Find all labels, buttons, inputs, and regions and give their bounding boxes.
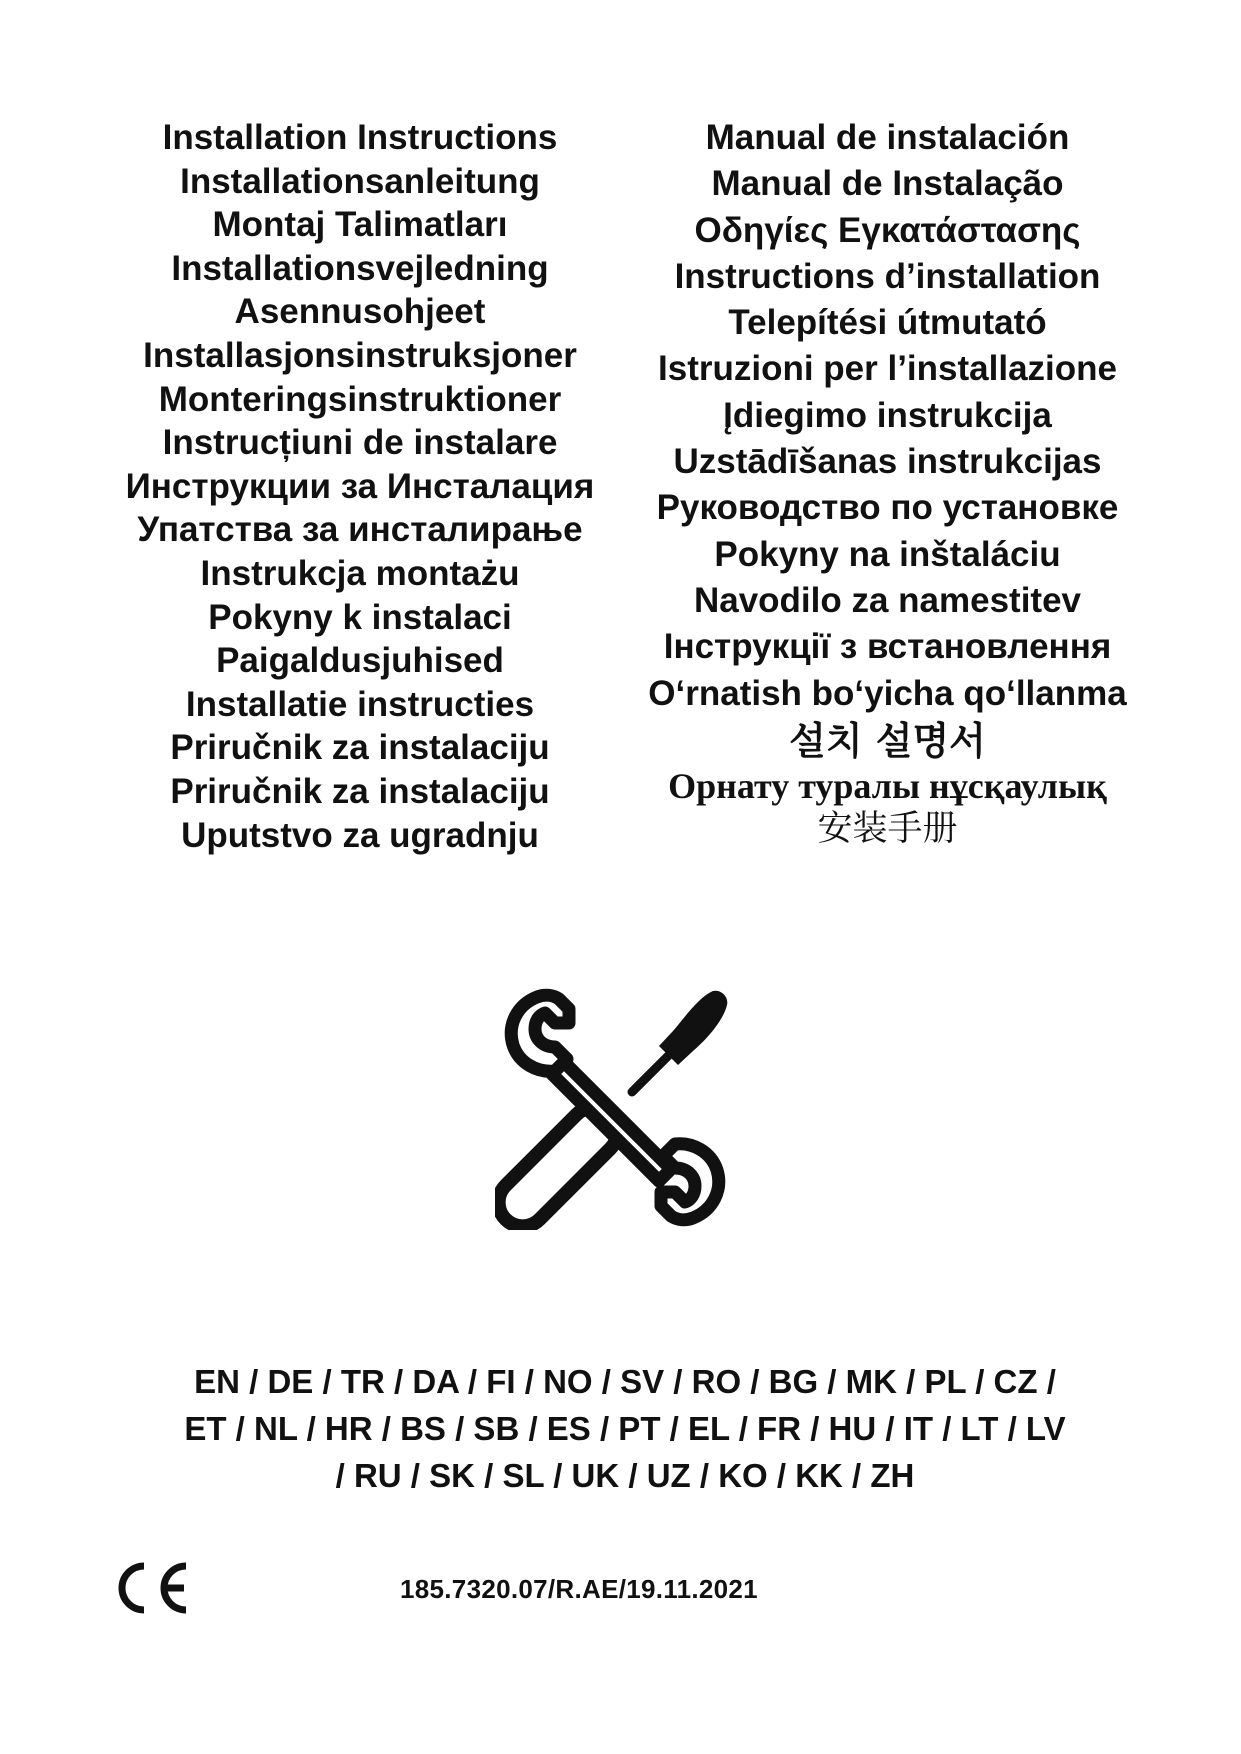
title-line: Montaj Talimatları <box>212 205 508 245</box>
title-line: Installation Instructions <box>162 118 558 157</box>
title-line: Monteringsinstruktioner <box>158 379 562 419</box>
title-line: Istruzioni per l’installazione <box>658 349 1117 389</box>
title-line-korean: 설치 설명서 <box>789 718 986 763</box>
title-line: Installationsanleitung <box>180 161 540 201</box>
language-codes-line: EN / DE / TR / DA / FI / NO / SV / RO / BG / MK / PL / CZ / <box>194 1363 1056 1400</box>
title-line: Įdiegimo instrukcija <box>723 395 1052 435</box>
title-line: Pokyny na inštaláciu <box>714 534 1061 574</box>
title-line: Instrucțiuni de instalare <box>162 423 558 463</box>
language-codes-line: ET / NL / HR / BS / SB / ES / PT / EL / FR / HU / IT / LT / LV <box>184 1410 1066 1447</box>
ce-mark-logo <box>110 1560 190 1616</box>
titles-left-column <box>100 120 620 861</box>
title-line: Οδηγίες Εγκατάστασης <box>694 210 1081 250</box>
title-line: Priručnik za instalaciju <box>170 771 550 811</box>
title-line: Uputstvo za ugradnju <box>181 815 539 855</box>
ce-mark-e <box>162 1566 186 1610</box>
title-line: Uzstādīšanas instrukcijas <box>673 442 1102 482</box>
screwdriver-shaft <box>632 1056 668 1092</box>
title-line: Manual de instalación <box>705 118 1070 157</box>
title-line: Instructions d’installation <box>674 256 1101 296</box>
titles-right-column <box>625 120 1150 858</box>
title-line: Paigaldusjuhised <box>216 641 504 681</box>
title-line: Инструкции за Инсталация <box>125 466 595 506</box>
title-line-kazakh: Орнату туралы нұсқаулық <box>668 766 1107 807</box>
title-line: Asennusohjeet <box>234 292 486 332</box>
language-codes <box>100 1358 1150 1499</box>
title-line: Pokyny k instalaci <box>208 597 512 637</box>
ce-mark-c <box>122 1566 144 1610</box>
title-line: Упатства за инсталирање <box>137 510 583 550</box>
title-line: Instrukcja montażu <box>200 553 520 593</box>
language-codes-line: / RU / SK / SL / UK / UZ / KO / KK / ZH <box>335 1457 915 1494</box>
title-line: Installationsvejledning <box>171 248 549 288</box>
title-line: Telepítési útmutató <box>728 303 1047 343</box>
title-line: Navodilo za namestitev <box>693 580 1082 620</box>
title-line-chinese: 安装手册 <box>817 809 958 850</box>
title-line: Руководство по установке <box>656 488 1119 528</box>
document-number: 185.7320.07/R.AE/19.11.2021 <box>400 1574 758 1604</box>
title-line: Priručnik za instalaciju <box>170 728 550 768</box>
title-line: Installatie instructies <box>185 684 535 724</box>
title-line: Manual de Instalação <box>711 164 1064 204</box>
wrench-and-screwdriver-icon <box>495 985 735 1230</box>
title-line: Інструкції з встановлення <box>663 627 1112 667</box>
title-line: O‘rnatish bo‘yicha qo‘llanma <box>648 673 1127 713</box>
title-line: Installasjonsinstruksjoner <box>143 335 577 375</box>
